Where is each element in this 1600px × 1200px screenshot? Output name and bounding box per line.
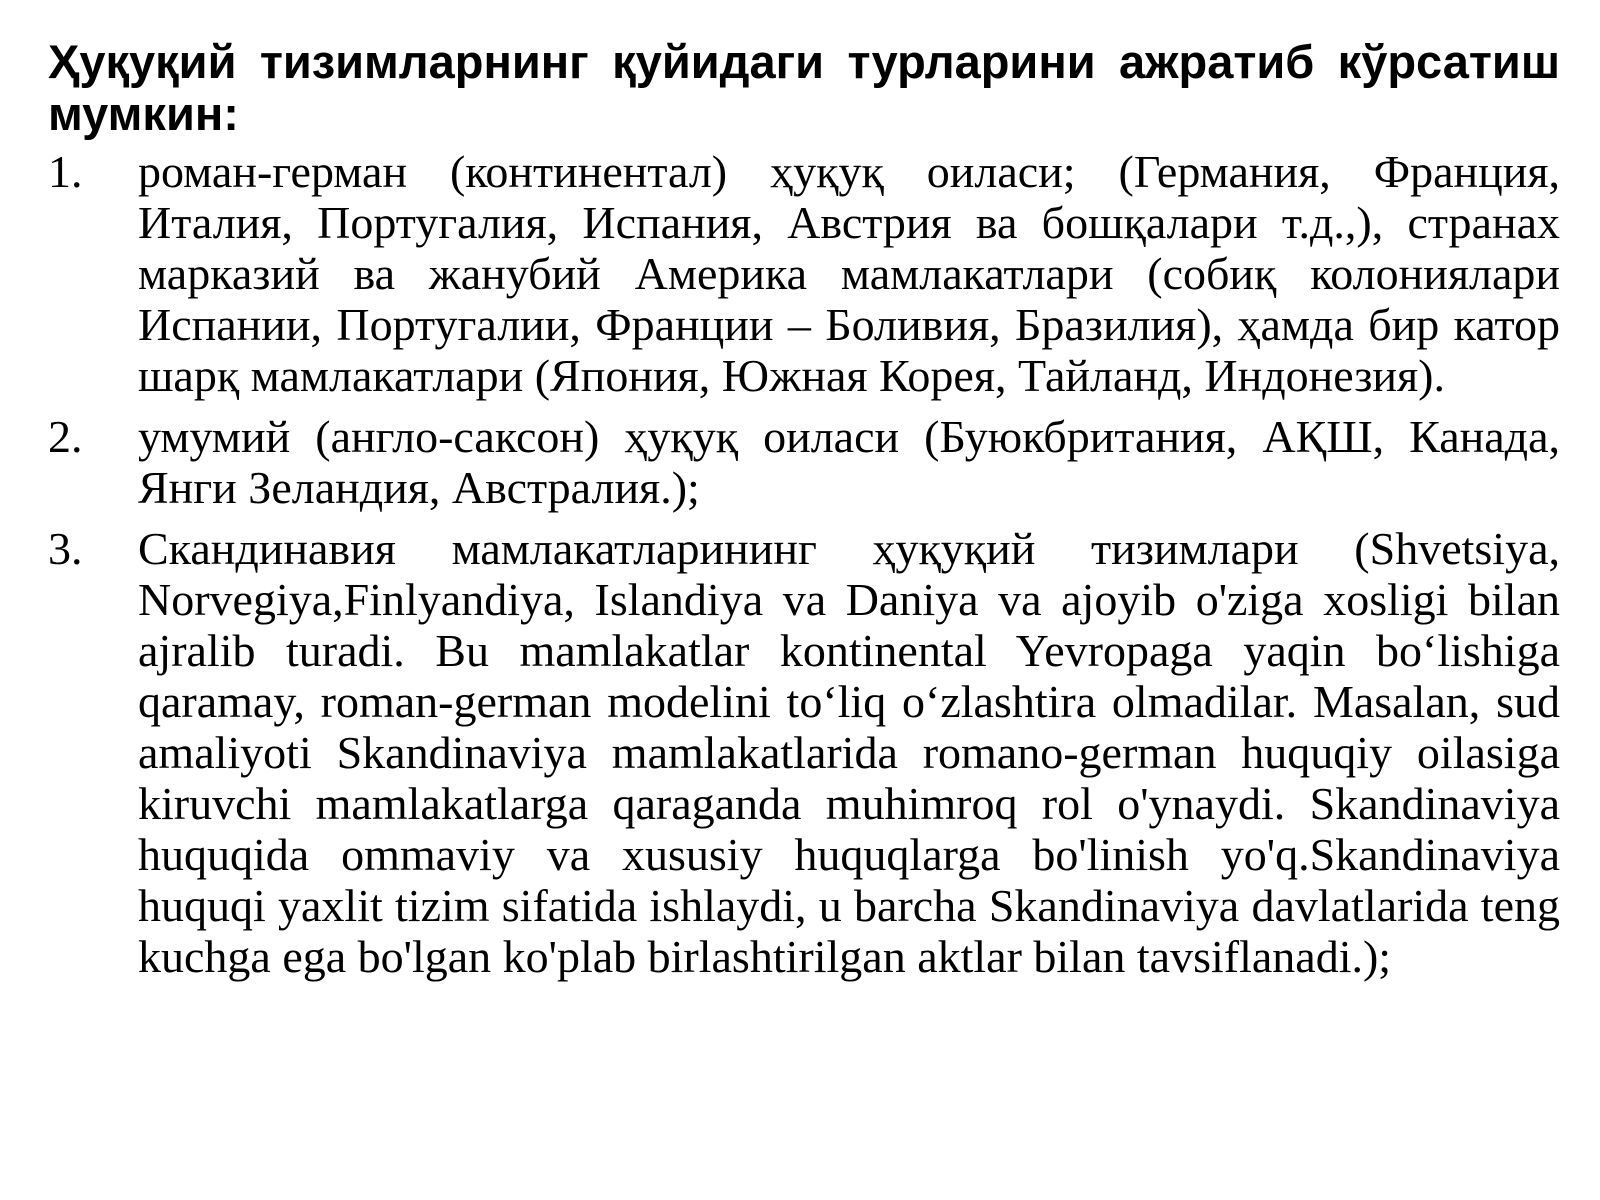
legal-systems-list bbox=[48, 146, 1560, 982]
list-item bbox=[48, 146, 1560, 401]
list-item-text: роман-герман (континентал) ҳуқуқ оиласи; (Германия, Франция, Италия, Португалия, Испания, Австрия ва бошқалари т.д.,), странах марказий ва жанубий Америка мамлакатлари (собиқ колониялари Испании, Португалии, Франции – Боливия, Бразилия), ҳамда бир катор шарқ мамлакатлари (Япония, Южная Корея, Тайланд, Индонезия). bbox=[138, 146, 1560, 401]
list-item-number: 1. bbox=[48, 146, 83, 197]
document-heading: Ҳуқуқий тизимларнинг қуйидаги турларини ажратиб кўрсатиш мумкин: bbox=[48, 35, 1560, 140]
list-item bbox=[48, 523, 1560, 982]
list-item bbox=[48, 411, 1560, 513]
list-item-text: умумий (англо-саксон) ҳуқуқ оиласи (Буюкбритания, АҚШ, Канада, Янги Зеландия, Австралия.); bbox=[138, 411, 1560, 513]
document-page bbox=[48, 36, 1560, 992]
list-item-text: Скандинавия мамлакатларининг ҳуқуқий тизимлари (Shvetsiya, Norvegiya,Finlyandiya, Islandiya va Daniya va ajoyib o'ziga xosligi bilan ajralib turadi. Bu mamlakatlar kontinental Yevropaga yaqin bo‘lishiga qaramay, roman-german modelini to‘liq o‘zlashtira olmadilar. Masalan, sud amaliyoti Skandinaviya mamlakatlarida romano-german huquqiy oilasiga kiruvchi mamlakatlarga qaraganda muhimroq rol o'ynaydi. Skandinaviya huquqida ommaviy va xususiy huquqlarga bo'linish yo'q.Skandinaviya huquqi yaxlit tizim sifatida ishlaydi, u barcha Skandinaviya davlatlarida teng kuchga ega bo'lgan ko'plab birlashtirilgan aktlar bilan tavsiflanadi.); bbox=[138, 523, 1560, 982]
list-item-number: 3. bbox=[48, 523, 83, 574]
list-item-number: 2. bbox=[48, 411, 83, 462]
